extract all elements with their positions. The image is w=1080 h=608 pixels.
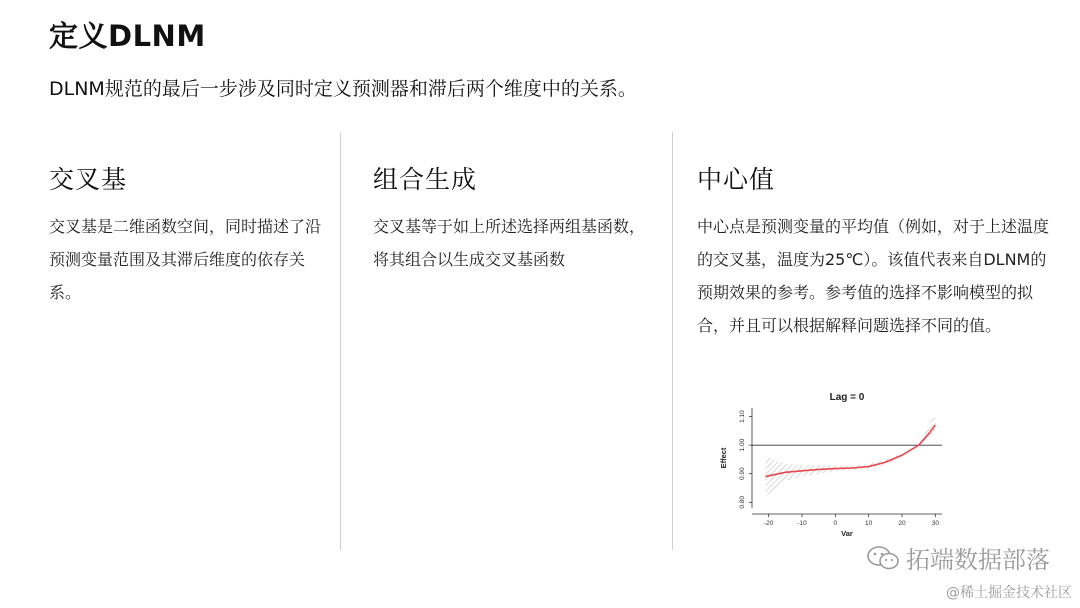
- column-center-value: [697, 160, 1057, 342]
- x-tick-label: 0: [833, 520, 838, 527]
- slide-subtitle: DLNM规范的最后一步涉及同时定义预测器和滞后两个维度中的关系。: [49, 78, 637, 100]
- x-tick-label: -20: [763, 520, 774, 527]
- y-axis-label: Effect: [719, 447, 728, 469]
- column-body: 交叉基等于如上所述选择两组基函数，将其组合以生成交叉基函数: [373, 217, 646, 269]
- watermark-brand: [866, 540, 1050, 575]
- confidence-band: [765, 414, 935, 497]
- x-tick-label: 30: [931, 520, 939, 527]
- wechat-icon: [866, 545, 900, 571]
- chart-title: Lag = 0: [829, 392, 865, 403]
- column-divider: [340, 132, 341, 550]
- y-tick-label: 1.00: [739, 438, 746, 452]
- column-combination: [373, 160, 653, 276]
- column-heading: 中心值: [697, 165, 776, 194]
- x-axis-label: Var: [841, 529, 853, 538]
- y-tick-label: 0.90: [739, 467, 746, 481]
- column-heading: 组合生成: [373, 165, 478, 194]
- watermark-brand-text: 拓端数据部落: [906, 546, 1050, 574]
- watermark-credit: @稀土掘金技术社区: [946, 585, 1072, 601]
- column-divider: [672, 132, 673, 550]
- column-heading: 交叉基: [49, 165, 128, 194]
- y-tick-label: 1.10: [739, 410, 746, 423]
- x-tick-label: 10: [865, 520, 873, 527]
- lag-effect-chart: [710, 388, 950, 538]
- slide-title: 定义DLNM: [49, 19, 206, 53]
- column-body: 中心点是预测变量的平均值（例如，对于上述温度的交叉基，温度为25℃）。该值代表来自DLNM的预期效果的参考。参考值的选择不影响模型的拟合，并且可以根据解释问题选择不同的值。: [697, 217, 1050, 335]
- x-tick-label: 20: [898, 520, 906, 527]
- y-tick-label: 0.80: [739, 495, 746, 509]
- column-body: 交叉基是二维函数空间，同时描述了沿预测变量范围及其滞后维度的依存关系。: [49, 217, 322, 302]
- column-cross-basis: [49, 160, 329, 309]
- x-tick-label: -10: [797, 520, 807, 527]
